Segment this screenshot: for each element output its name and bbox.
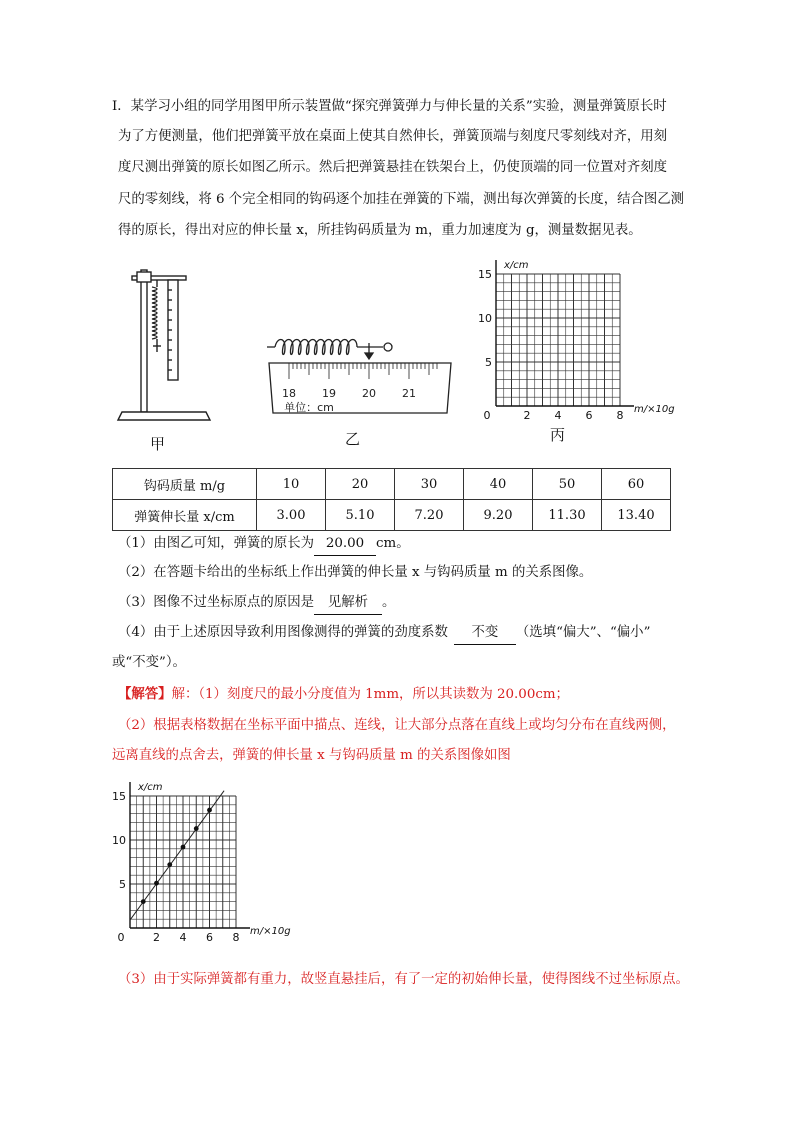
data-point [181, 845, 186, 850]
answer-chart [108, 768, 348, 948]
figure-jia [110, 262, 220, 427]
x-tick-label: 0 [483, 409, 491, 422]
table-cell: 13.40 [602, 500, 671, 531]
y-tick-label: 15 [112, 790, 126, 803]
solution-1 [118, 683, 569, 706]
table-cell: 40 [464, 469, 533, 500]
y-tick-label: 5 [485, 356, 492, 369]
table-cell: 50 [533, 469, 602, 500]
table-header-cell: 弹簧伸长量 x/cm [113, 500, 257, 531]
question-line-4: 尺的零刻线，将 6 个完全相同的钩码逐个加挂在弹簧的下端，测出每次弹簧的长度，结合图乙测 [118, 192, 685, 207]
q3-text: （3）图像不过坐标原点的原因是 [118, 595, 314, 610]
table-cell: 20 [326, 469, 395, 500]
x-tick-label: 2 [153, 931, 160, 944]
question-line-3: 度尺测出弹簧的原长如图乙所示。然后把弹簧悬挂在铁架台上，仍使顶端的同一位置对齐刻度 [118, 160, 668, 175]
ruler-tick-18: 18 [282, 387, 296, 400]
figure-bing-label: 丙 [550, 426, 566, 444]
x-tick-label: 8 [232, 931, 240, 944]
q3-end: 。 [382, 595, 396, 610]
y-tick-label: 5 [119, 878, 126, 891]
figure-bing-grid [478, 250, 688, 430]
sub-question-1 [118, 533, 410, 556]
q1-text: （1）由图乙可知，弹簧的原长为 [118, 536, 314, 551]
x-tick-label: 8 [616, 409, 624, 422]
x-tick-label: 6 [206, 931, 213, 944]
ruler-unit: 单位：cm [284, 401, 334, 414]
ruler-tick-20: 20 [362, 387, 376, 400]
table-cell: 11.30 [533, 500, 602, 531]
solution-3: （3）由于实际弹簧都有重力，故竖直悬挂后，有了一定的初始伸长量，使得图线不过坐标原点。 [118, 972, 689, 987]
solution-2-line-2: 远离直线的点舍去，弹簧的伸长量 x 与钩码质量 m 的关系图像如图 [112, 748, 511, 763]
question-line-5: 得的原长，得出对应的伸长量 x，所挂钩码质量为 m，重力加速度为 g，测量数据见表。 [118, 223, 642, 238]
q4-options: （选填“偏大”、“偏小” [515, 625, 651, 640]
solution-tag: 【解答】 [118, 686, 172, 702]
table-cell: 7.20 [395, 500, 464, 531]
figure-yi-label: 乙 [345, 430, 361, 448]
question-line-2: 为了方便测量，他们把弹簧平放在桌面上使其自然伸长，弹簧顶端与刻度尺零刻线对齐，用刻 [118, 129, 668, 144]
table-cell: 60 [602, 469, 671, 500]
x-tick-label: 0 [117, 931, 125, 944]
table-cell: 30 [395, 469, 464, 500]
y-axis-label: x/cm [504, 260, 529, 271]
data-point [154, 881, 159, 886]
y-tick-label: 10 [478, 312, 492, 325]
figure-yi [265, 335, 455, 420]
sub-question-3 [118, 592, 395, 615]
data-point [194, 826, 199, 831]
data-point [207, 808, 212, 813]
q4-answer: 不变 [454, 622, 516, 645]
q3-answer: 见解析 [314, 592, 382, 615]
table-row-extension [113, 500, 671, 531]
data-table [112, 468, 671, 531]
sub-question-4 [118, 622, 650, 645]
data-point [141, 899, 146, 904]
table-row-mass [113, 469, 671, 500]
solution-2-line-1: （2）根据表格数据在坐标平面中描点、连线，让大部分点落在直线上或均匀分布在直线两侧， [118, 718, 676, 733]
y-tick-label: 10 [112, 834, 126, 847]
table-cell: 5.10 [326, 500, 395, 531]
sub-question-2: （2）在答题卡给出的坐标纸上作出弹簧的伸长量 x 与钩码质量 m 的关系图像。 [118, 565, 593, 580]
x-tick-label: 6 [585, 409, 593, 422]
x-axis-label: m/×10g [250, 926, 291, 937]
table-header-cell: 钩码质量 m/g [113, 469, 257, 500]
x-tick-label: 4 [554, 409, 562, 422]
solution-1-text: 解：（1）刻度尺的最小分度值为 1mm，所以其读数为 20.00cm； [171, 687, 569, 702]
x-tick-label: 4 [179, 931, 187, 944]
q4-text: （4）由于上述原因导致利用图像测得的弹簧的劲度系数 [118, 625, 448, 640]
table-cell: 9.20 [464, 500, 533, 531]
q1-answer: 20.00 [314, 533, 376, 556]
ruler-tick-19: 19 [322, 387, 336, 400]
x-axis-label: m/×10g [634, 404, 675, 415]
y-axis-label: x/cm [138, 782, 163, 793]
x-tick-label: 2 [523, 409, 531, 422]
y-tick-label: 15 [478, 268, 492, 281]
question-line-1: Ⅰ．某学习小组的同学用图甲所示装置做“探究弹簧弹力与伸长量的关系”实验，测量弹簧原长时 [112, 99, 667, 114]
table-cell: 10 [257, 469, 326, 500]
table-cell: 3.00 [257, 500, 326, 531]
ruler-tick-21: 21 [402, 387, 416, 400]
data-point [167, 862, 172, 867]
sub-question-4-line-2: 或“不变”）。 [112, 655, 186, 670]
figure-jia-label: 甲 [150, 435, 166, 453]
q1-unit: cm。 [376, 536, 410, 551]
